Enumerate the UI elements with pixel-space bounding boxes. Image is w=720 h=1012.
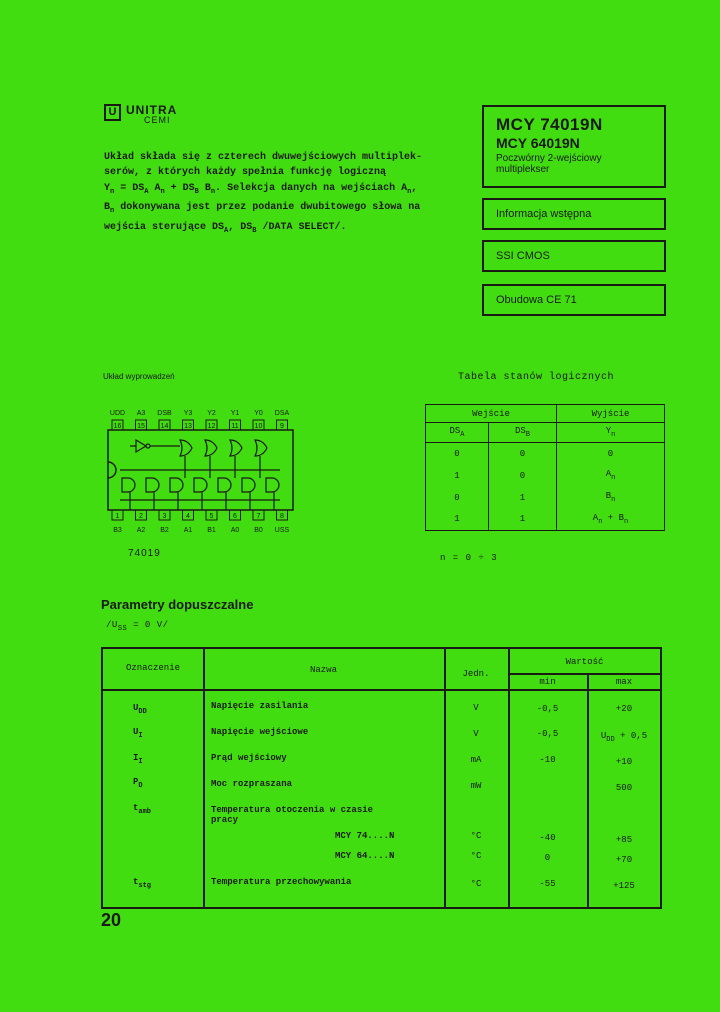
param-min: -10	[539, 755, 556, 765]
param-min: -0,5	[536, 704, 559, 714]
truth-row: 0 0 0	[426, 443, 665, 465]
param-unit: °C	[470, 831, 482, 841]
bottom-pin-number: 1	[115, 513, 120, 520]
param-symbol: $U_{DD}$	[133, 703, 147, 716]
header-unit: Jedn.	[462, 669, 490, 679]
intro-line-1: Układ składa się z czterech dwuwejściowych multiplek-	[104, 152, 423, 163]
part-number-primary: MCY 74019N	[496, 115, 603, 134]
param-unit: V	[473, 729, 479, 739]
unitra-cemi-logo	[104, 104, 194, 126]
top-pin-number: 15	[137, 423, 145, 430]
bottom-pin-number: 5	[209, 513, 214, 520]
intro-line-5: wejścia sterujące $DS_A$, $DS_B$ /DATA SELECT/.	[104, 221, 347, 235]
param-symbol: $t_{stg}$	[133, 877, 152, 890]
chip-notch	[108, 462, 116, 478]
param-unit: V	[473, 703, 479, 713]
param-name: Temperatura przechowywania	[211, 877, 352, 887]
param-variant: MCY 64....N	[335, 851, 395, 861]
package-box: Obudowa CE 71	[482, 284, 666, 316]
param-name: Prąd wejściowy	[211, 753, 287, 763]
truth-row: 1 1 $A_n + B_n$	[426, 509, 665, 531]
top-pin-label: Y0	[254, 410, 263, 417]
top-pin-number: 13	[184, 423, 192, 430]
top-pin-number: 9	[280, 423, 284, 430]
header-symbol: Oznaczenie	[125, 663, 180, 673]
top-pin-label: A3	[136, 410, 146, 417]
top-pin-label: Y3	[183, 410, 193, 417]
param-name-cont: pracy	[211, 815, 239, 825]
param-symbol: $P_D$	[133, 777, 143, 790]
param-unit: °C	[470, 879, 482, 889]
technology-box: SSI CMOS	[482, 240, 666, 272]
bottom-pin-number: 6	[233, 513, 237, 520]
param-name: Napięcie zasilania	[211, 701, 309, 711]
param-symbol: $I_I$	[133, 753, 143, 766]
logo-sub: CEMI	[144, 115, 171, 125]
param-min: -55	[539, 879, 556, 889]
param-unit: °C	[470, 851, 482, 861]
top-pin-label: DSB	[157, 410, 172, 417]
top-pins	[110, 410, 290, 430]
truth-row: 0 1 $B_n$	[426, 487, 665, 509]
param-max: +20	[615, 704, 633, 714]
truth-table	[425, 404, 665, 531]
parameters-condition: $/U_{SS} = 0$ V/	[106, 620, 169, 633]
bottom-pins	[112, 510, 290, 534]
intro-line-2: serów, z których każdy spełnia funkcję logiczną	[104, 167, 387, 179]
param-symbol: $U_I$	[133, 727, 143, 740]
param-name: Moc rozpraszana	[211, 779, 293, 789]
param-max: +125	[613, 881, 635, 891]
truth-note: n = 0 ÷ 3	[440, 553, 498, 563]
truth-row: 1 0 $A_n$	[426, 465, 665, 487]
truth-header-outputs: Wyjście	[557, 405, 665, 423]
bottom-pin-label: A1	[183, 527, 193, 534]
param-unit: mA	[470, 755, 482, 765]
param-variant: MCY 74....N	[335, 831, 395, 841]
truth-header-inputs: Wejście	[426, 405, 557, 423]
top-pin-label: Y2	[207, 410, 216, 417]
param-max: $U_{DD} + 0,5$	[600, 731, 648, 744]
bottom-pin-number: 7	[256, 513, 261, 520]
param-min: -40	[539, 833, 556, 843]
logo-mark-icon: U	[104, 104, 121, 121]
bottom-pin-label: A2	[136, 527, 146, 534]
page-number: 20	[101, 910, 122, 930]
top-pin-number: 10	[254, 423, 263, 430]
bottom-pin-number: 4	[186, 513, 190, 520]
bottom-pin-label: B2	[160, 527, 169, 534]
param-max: +70	[615, 855, 633, 865]
top-pin-label: DSA	[274, 410, 290, 417]
header-max: max	[615, 677, 633, 687]
info-box: Informacja wstępna	[482, 198, 666, 230]
param-name: Temperatura otoczenia w czasie	[211, 805, 374, 815]
param-max: +85	[615, 835, 633, 845]
bottom-pin-label: USS	[274, 527, 290, 534]
bottom-pin-label: B0	[254, 527, 263, 534]
header-name: Nazwa	[309, 665, 337, 675]
part-description: Poczwórny 2-wejściowy multiplekser	[496, 153, 602, 175]
logo-brand: UNITRA	[126, 103, 178, 117]
gate-network	[120, 440, 280, 510]
param-symbol: $t_{amb}$	[133, 803, 152, 816]
param-min: 0	[544, 853, 551, 863]
bottom-pin-label: B3	[113, 527, 122, 534]
truth-table-caption: Tabela stanów logicznych	[458, 372, 615, 383]
top-pin-number: 16	[113, 423, 122, 430]
intro-paragraph	[104, 150, 460, 239]
bottom-pin-label: A0	[230, 527, 240, 534]
top-pin-number: 12	[207, 423, 216, 430]
bottom-pin-number: 2	[139, 513, 143, 520]
part-title-box	[482, 105, 666, 188]
truth-col-yn: $Y_n$	[557, 423, 665, 443]
intro-line-3: $Y_n = DS_A$ $A_n + DS_B$ $B_n$. Selekcja danych na wejściach $A_n$,	[104, 182, 418, 196]
bottom-pin-label: B1	[207, 527, 216, 534]
intro-line-4: $B_n$ dokonywana jest przez podanie dwubitowego słowa na	[104, 202, 421, 216]
bottom-pin-number: 8	[280, 513, 284, 520]
truth-col-dsb: $DS_B$	[489, 423, 557, 443]
param-name: Napięcie wejściowe	[211, 727, 309, 737]
header-value: Wartość	[565, 657, 604, 667]
header-min: min	[539, 677, 556, 687]
param-unit: mW	[470, 781, 482, 791]
param-max: 500	[615, 783, 633, 793]
chip-label: 74019	[128, 548, 161, 559]
pinout-caption: Układ wyprowadzeń	[103, 372, 175, 381]
part-number-secondary: MCY 64019N	[496, 135, 580, 151]
bottom-pin-number: 3	[162, 513, 167, 520]
parameters-table	[101, 647, 662, 909]
top-pin-label: UDD	[109, 410, 126, 417]
truth-col-dsa: $DS_A$	[426, 423, 489, 443]
top-pin-number: 14	[160, 423, 169, 430]
parameters-title: Parametry dopuszczalne	[101, 597, 254, 612]
pinout-diagram	[100, 400, 300, 540]
param-max: +10	[615, 757, 633, 767]
param-min: -0,5	[536, 729, 559, 739]
top-pin-number: 11	[231, 423, 239, 430]
top-pin-label: Y1	[230, 410, 240, 417]
